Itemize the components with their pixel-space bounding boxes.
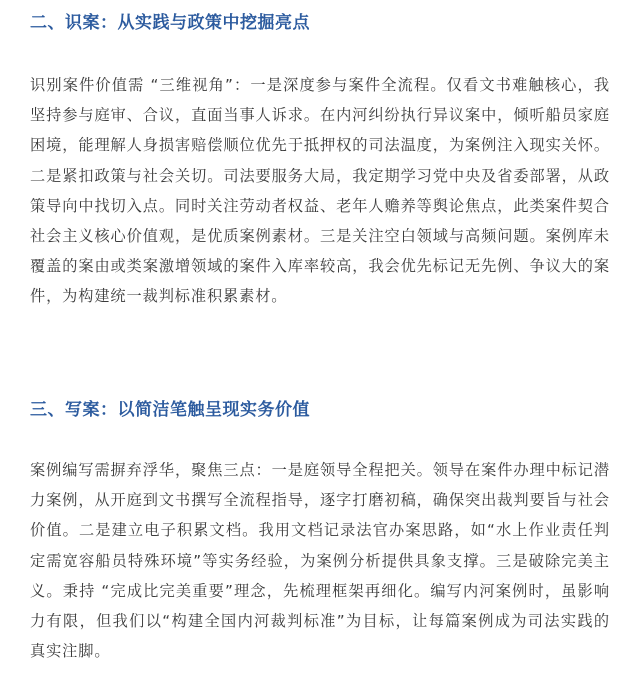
section-heading-identify-cases: 二、识案：从实践与政策中挖掘亮点	[30, 13, 310, 33]
section-paragraph-write-cases: 案例编写需摒弃浮华，聚焦三点：一是庭领导全程把关。领导在案件办理中标记潜力案例，从开庭到文书撰写全流程指导，逐字打磨初稿，确保突出裁判要旨与社会价值。二是建立电子积累文档。我用文档记录法官办案思路，如“水上作业责任判定需宽容船员特殊环境”等实务经验，为案例分析提供具象支撑。三是破除完美主义。秉持 “完成比完美重要”理念，先梳理框架再细化。编写内河案例时，虽影响力有限，但我们以“构建全国内河裁判标准”为目标，让每篇案例成为司法实践的真实注脚。	[30, 461, 610, 661]
section-paragraph-identify-cases: 识别案件价值需 “三维视角”：一是深度参与案件全流程。仅看文书难触核心，我坚持参与庭审、合议，直面当事人诉求。在内河纠纷执行异议案中，倾听船员家庭困境，能理解人身损害赔偿顺位优先于抵押权的司法温度，为案例注入现实关怀。二是紧扣政策与社会关切。司法要服务大局，我定期学习党中央及省委部署，从政策导向中找切入点。同时关注劳动者权益、老年人赡养等舆论焦点，此类案件契合社会主义核心价值观，是优质案例素材。三是关注空白领域与高频问题。案例库未覆盖的案由或类案激增领域的案件入库率较高，我会优先标记无先例、争议大的案件，为构建统一裁判标准积累素材。	[30, 76, 610, 306]
section-heading-write-cases: 三、写案：以简洁笔触呈现实务价值	[30, 400, 310, 420]
